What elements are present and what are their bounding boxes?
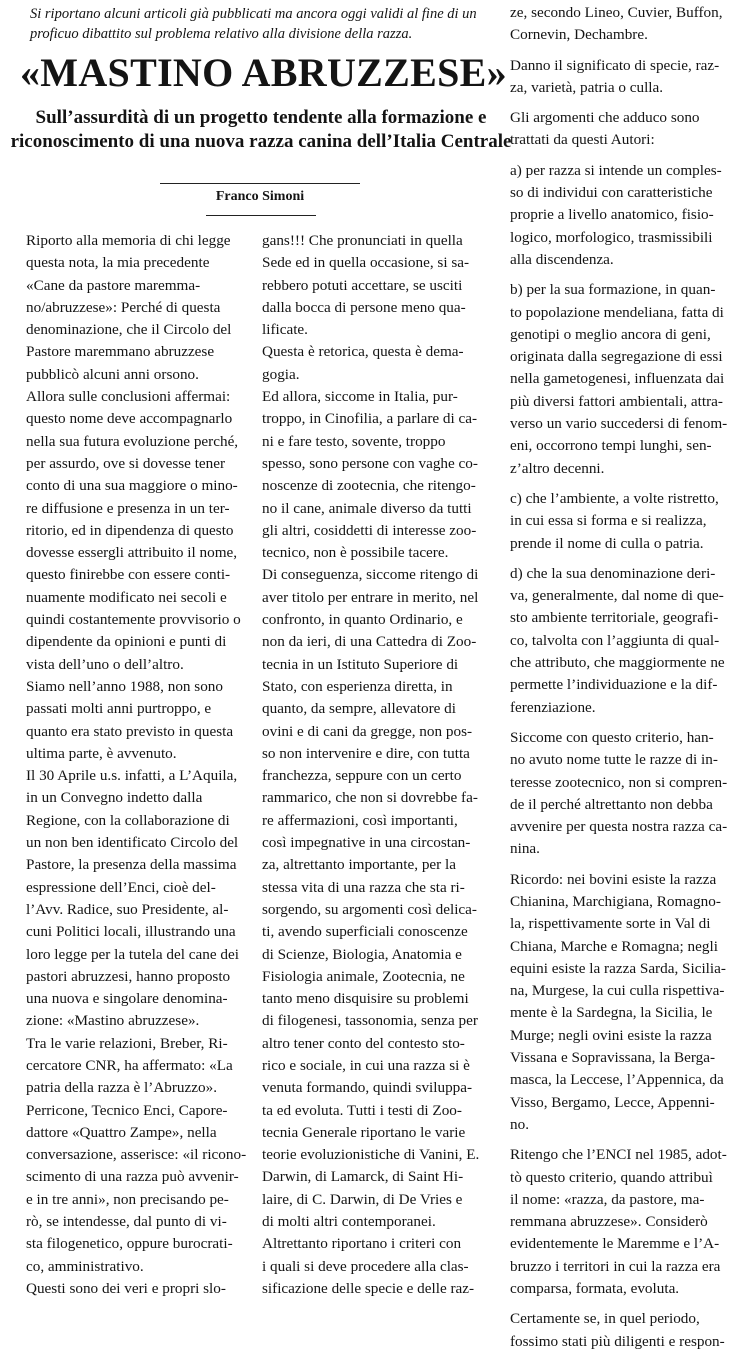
text-line: tanto meno disquisire su problemi bbox=[262, 990, 469, 1008]
text-line: co, amministrativo. bbox=[26, 1257, 144, 1275]
text-line: mente è la Sardegna, la Sicilia, le bbox=[510, 1004, 713, 1022]
text-line: logico, morfologico, trasmissibili bbox=[510, 228, 713, 246]
text-line: Fisiologia animale, Zootecnia, ne bbox=[262, 967, 465, 985]
text-line: pubblicò alcuni anni orsono. bbox=[26, 365, 199, 383]
text-line: quindi costantemente provvisorio o bbox=[26, 611, 241, 629]
text-line: conversazione, asserisce: «il ricono- bbox=[26, 1146, 247, 1164]
text-line: loro legge per la tutela del cane dei bbox=[26, 945, 239, 963]
text-line: no. bbox=[510, 1115, 529, 1133]
text-line: altro tener conto del contesto sto- bbox=[262, 1034, 465, 1052]
text-line: trattati da questi Autori: bbox=[510, 131, 655, 149]
paragraph bbox=[510, 279, 738, 480]
text-line: proprie a livello anatomico, fisio- bbox=[510, 206, 714, 224]
text-line: remmana abruzzese». Considerò bbox=[510, 1213, 708, 1231]
paragraph bbox=[26, 1033, 240, 1100]
text-line: z’altro decenni. bbox=[510, 459, 605, 477]
text-line: Riporto alla memoria di chi legge bbox=[26, 232, 231, 249]
text-line: Altrettanto riportano i criteri con bbox=[262, 1235, 462, 1253]
text-line: de il perché altrettanto non debba bbox=[510, 795, 713, 813]
text-line: sto ambiente territoriale, geografi- bbox=[510, 609, 719, 627]
text-line: eni, occorrono tempi lunghi, sen- bbox=[510, 437, 712, 455]
text-line: ovini e di cani da gregge, non pos- bbox=[262, 722, 473, 740]
paragraph bbox=[510, 563, 738, 719]
text-line: verso un vario succedersi di fenom- bbox=[510, 415, 728, 433]
text-line: fossimo stati più diligenti e respon- bbox=[510, 1332, 725, 1350]
text-line: in cui essa si forma e si realizza, bbox=[510, 512, 707, 530]
text-line: dalla bocca di persone meno qua- bbox=[262, 298, 466, 316]
paragraph bbox=[510, 160, 738, 271]
text-line: sta filogenetico, oppure burocrati- bbox=[26, 1235, 233, 1253]
text-line: na, Murgese, la cui culla rispettiva- bbox=[510, 982, 725, 1000]
text-line: franchezza, seppure con un certo bbox=[262, 767, 462, 785]
text-line: Siamo nell’anno 1988, non sono bbox=[26, 677, 223, 695]
text-line: tò questo criterio, quando attribuì bbox=[510, 1168, 713, 1186]
text-line: no avuto nome tutte le razze di in- bbox=[510, 751, 718, 769]
text-line: rò, se intendesse, dal punto di vi- bbox=[26, 1213, 227, 1231]
text-column-1 bbox=[26, 230, 247, 1300]
text-line: gli altri, cosiddetti di interesse zoo- bbox=[262, 521, 477, 539]
text-line: no/abruzzese»: Perché di questa bbox=[26, 298, 221, 316]
text-line: Regione, con la collaborazione di bbox=[26, 811, 230, 829]
text-line: Murge; negli ovini esiste la razza bbox=[510, 1026, 712, 1044]
text-line: venuta formando, quindi sviluppa- bbox=[262, 1079, 473, 1097]
text-line: Darwin, di Lamarck, di Saint Hi- bbox=[262, 1168, 464, 1186]
text-line: teresse zootecnico, non si compren- bbox=[510, 773, 728, 791]
paragraph bbox=[510, 107, 738, 152]
paragraph bbox=[26, 765, 240, 1033]
text-line: di Scienze, Biologia, Anatomia e bbox=[262, 945, 462, 963]
text-line: Pastore maremmano abruzzese bbox=[26, 343, 215, 361]
text-line: no il cane, animale diverso da tutti bbox=[262, 499, 472, 517]
text-line: che attributo, che maggiormente ne bbox=[510, 654, 725, 672]
text-line: genotipi o meglio ancora di geni, bbox=[510, 325, 711, 343]
text-line: sorgendo, su argomenti così delica- bbox=[262, 900, 477, 918]
text-line: co, talvolta con l’aggiunta di qual- bbox=[510, 631, 720, 649]
text-line: questa nota, la mia precedente bbox=[26, 254, 210, 272]
text-line: ni e fare testo, sovente, troppo bbox=[262, 432, 446, 450]
text-line: d) che la sua denominazione deri- bbox=[510, 564, 716, 582]
text-line: noscenze di zootecnia, che ritengo- bbox=[262, 477, 476, 495]
paragraph bbox=[26, 1100, 247, 1278]
text-line: re affermazioni, così importanti, bbox=[262, 811, 458, 829]
text-line: dattore «Quattro Zampe», nella bbox=[26, 1123, 217, 1141]
text-line: a) per razza si intende un comples- bbox=[510, 161, 722, 179]
text-line: i quali si deve procedere alla clas- bbox=[262, 1257, 469, 1275]
article-title: «MASTINO ABRUZZESE» bbox=[20, 50, 507, 95]
text-line: vista dell’uno o dell’altro. bbox=[26, 655, 184, 673]
intro-note: Si riportano alcuni articoli già pubblicati ma ancora oggi validi al fine di un proficuo dibattito sul problema relativo alla divisione della razza. bbox=[30, 6, 477, 42]
text-line: b) per la sua formazione, in quan- bbox=[510, 281, 716, 299]
paragraph bbox=[26, 386, 240, 676]
author-name: Franco Simoni bbox=[215, 189, 305, 204]
text-line: l’Avv. Radice, suo Presidente, al- bbox=[26, 900, 229, 918]
text-line: ferenziazione. bbox=[510, 698, 596, 716]
text-line: nella sua futura evoluzione perché, bbox=[26, 432, 239, 450]
text-line: Sede ed in quella occasione, si sa- bbox=[262, 254, 470, 272]
text-line: non da ieri, di una Cattedra di Zoo- bbox=[262, 633, 477, 651]
text-line: Di conseguenza, siccome ritengo di bbox=[262, 566, 479, 584]
text-line: Chianina, Marchigiana, Romagno- bbox=[510, 892, 721, 910]
text-line: equini esiste la razza Sarda, Sicilia- bbox=[510, 959, 726, 977]
text-line: Ricordo: nei bovini esiste la razza bbox=[510, 870, 717, 888]
text-line: tecnia Generale riportano le varie bbox=[262, 1123, 466, 1141]
text-line: rebbero potuti accettare, se usciti bbox=[262, 276, 463, 294]
text-line: troppo, in Cinofilia, a parlare di ca- bbox=[262, 410, 478, 428]
text-line: va, generalmente, dal nome di que- bbox=[510, 587, 724, 605]
text-line: in un Convegno indetto dalla bbox=[26, 789, 203, 807]
text-line: c) che l’ambiente, a volte ristretto, bbox=[510, 489, 719, 507]
text-line: patria della razza è l’Abruzzo». bbox=[26, 1079, 217, 1097]
text-line: za, altrettanto importante, per la bbox=[262, 856, 456, 874]
text-line: più diversi fattori ambientali, attra- bbox=[510, 392, 723, 410]
paragraph bbox=[262, 1233, 500, 1300]
text-line: Questi sono dei veri e propri slo- bbox=[26, 1279, 226, 1297]
text-line: e in tre anni», non precisando pe- bbox=[26, 1190, 229, 1208]
text-line: gans!!! Che pronunciati in quella bbox=[262, 232, 463, 249]
text-line: originata dalla segregazione di essi bbox=[510, 348, 723, 366]
paragraph bbox=[510, 1144, 738, 1300]
author-rule bbox=[206, 215, 316, 216]
text-line: Allora sulle conclusioni affermai: bbox=[26, 388, 231, 406]
text-line: Cornevin, Dechambre. bbox=[510, 26, 648, 44]
text-line: lificate. bbox=[262, 321, 308, 339]
text-line: ultima parte, è avvenuto. bbox=[26, 744, 177, 762]
text-line: di molti altri contemporanei. bbox=[262, 1213, 436, 1231]
text-line: Tra le varie relazioni, Breber, Ri- bbox=[26, 1034, 228, 1052]
text-line: espressione dell’Enci, cioè del- bbox=[26, 878, 216, 896]
text-line: questo nome deve accompagnarlo bbox=[26, 410, 233, 428]
text-line: teorie evoluzionistiche di Vanini, E. bbox=[262, 1146, 480, 1164]
text-line: laire, di C. Darwin, di De Vries e bbox=[262, 1190, 463, 1208]
text-line: Siccome con questo criterio, han- bbox=[510, 728, 714, 746]
text-line: so di individui con caratteristiche bbox=[510, 184, 713, 202]
article-subtitle: Sull’assurdità di un progetto tendente alla formazione e riconoscimento di una nuova razza canina dell’Italia Centrale bbox=[10, 107, 512, 152]
text-line: un non ben identificato Circolo del bbox=[26, 834, 239, 852]
text-line: dovesse essergli attribuito il nome, bbox=[26, 544, 238, 562]
paragraph bbox=[510, 727, 738, 861]
text-line: Visso, Bergamo, Lecce, Appenni- bbox=[510, 1093, 715, 1111]
paragraph bbox=[262, 564, 500, 1233]
text-line: Ed allora, siccome in Italia, pur- bbox=[262, 388, 458, 406]
paragraph bbox=[510, 869, 738, 1137]
paragraph bbox=[26, 676, 240, 765]
text-line: ta ed evoluta. Tutti i testi di Zoo- bbox=[262, 1101, 462, 1119]
text-line: masca, la Leccese, l’Appennica, da bbox=[510, 1071, 724, 1089]
text-line: confronto, in quanto Ordinario, e bbox=[262, 611, 463, 629]
text-line: Il 30 Aprile u.s. infatti, a L’Aquila, bbox=[26, 767, 238, 785]
text-line: Ritengo che l’ENCI nel 1985, adot- bbox=[510, 1146, 727, 1164]
text-line: bruzzo i territori in cui la razza era bbox=[510, 1257, 721, 1275]
text-line: Certamente se, in quel periodo, bbox=[510, 1310, 700, 1328]
text-line: questo finirebbe con essere conti- bbox=[26, 566, 231, 584]
text-line: ze, secondo Lineo, Cuvier, Buffon, bbox=[510, 4, 723, 21]
text-line: alla discendenza. bbox=[510, 250, 614, 268]
text-line: rammarico, che non si dovrebbe fa- bbox=[262, 789, 478, 807]
text-line: il nome: «razza, da pastore, ma- bbox=[510, 1190, 705, 1208]
text-line: dipendente da opinioni e punti di bbox=[26, 633, 227, 651]
text-line: evidentemente le Maremme e l’A- bbox=[510, 1235, 720, 1253]
text-line: ritorio, ed in dipendenza di questo bbox=[26, 521, 234, 539]
text-line: nella gametogenesi, influenzata dai bbox=[510, 370, 725, 388]
paragraph bbox=[262, 386, 500, 564]
text-line: cuni Politici locali, illustrando una bbox=[26, 923, 236, 941]
text-line: prende il nome di culla o patria. bbox=[510, 534, 704, 552]
text-line: Vissana e Sopravissana, la Berga- bbox=[510, 1049, 716, 1067]
text-line: nina. bbox=[510, 840, 540, 858]
text-line: re diffusione e presenza in un ter- bbox=[26, 499, 230, 517]
text-line: zione: «Mastino abruzzese». bbox=[26, 1012, 200, 1030]
text-line: spesso, sono persone con vaghe co- bbox=[262, 454, 478, 472]
text-line: «Cane da pastore maremma- bbox=[26, 276, 201, 294]
text-column-3 bbox=[510, 2, 738, 1361]
text-line: quanto, da sempre, allevatore di bbox=[262, 700, 456, 718]
text-line: sificazione delle specie e delle raz- bbox=[262, 1279, 475, 1297]
text-line: conto di una sua maggiore o mino- bbox=[26, 477, 238, 495]
text-line: to popolazione mendeliana, fatta di bbox=[510, 303, 724, 321]
text-line: tecnia in un Istituto Superiore di bbox=[262, 655, 459, 673]
text-line: denominazione, che il Circolo del bbox=[26, 321, 232, 339]
text-line: cercatore CNR, ha affermato: «La bbox=[26, 1056, 233, 1074]
text-line: per assurdo, ove si dovesse tener bbox=[26, 454, 226, 472]
paragraph bbox=[510, 1308, 738, 1353]
text-line: comparsa, formata, evoluta. bbox=[510, 1280, 680, 1298]
text-line: Questa è retorica, questa è dema- bbox=[262, 343, 464, 361]
text-column-2 bbox=[262, 230, 500, 1300]
paragraph bbox=[510, 55, 738, 100]
text-line: so non intervenire e dire, con tutta bbox=[262, 744, 470, 762]
paragraph bbox=[26, 230, 240, 386]
paragraph bbox=[262, 341, 500, 386]
text-line: permette l’individuazione e la dif- bbox=[510, 676, 718, 694]
text-line: Stato, con esperienza diretta, in bbox=[262, 677, 453, 695]
paragraph bbox=[26, 1278, 240, 1300]
text-line: stessa vita di una razza che sta ri- bbox=[262, 878, 465, 896]
text-line: passati molti anni purtroppo, e bbox=[26, 700, 212, 718]
text-line: za, varietà, patria o culla. bbox=[510, 78, 664, 96]
title-rule bbox=[160, 183, 360, 184]
paragraph bbox=[510, 2, 738, 47]
text-line: una nuova e singolare denomina- bbox=[26, 990, 228, 1008]
paragraph bbox=[262, 230, 500, 341]
text-line: tecnico, non è possibile tacere. bbox=[262, 544, 449, 562]
text-line: Perricone, Tecnico Enci, Capore- bbox=[26, 1101, 228, 1119]
text-line: gogia. bbox=[262, 365, 300, 383]
text-line: Danno il significato di specie, raz- bbox=[510, 56, 720, 74]
text-line: quanto era stato previsto in questa bbox=[26, 722, 234, 740]
text-line: Chiana, Marche e Romagna; negli bbox=[510, 937, 718, 955]
text-line: aver titolo per entrare in merito, nel bbox=[262, 588, 479, 606]
text-line: di filogenesi, tassonomia, senza per bbox=[262, 1012, 478, 1030]
text-line: avvenire per questa nostra razza ca- bbox=[510, 818, 728, 836]
text-line: pastori abruzzesi, hanno proposto bbox=[26, 967, 231, 985]
text-line: scimento di una razza può avvenir- bbox=[26, 1168, 239, 1186]
text-line: Gli argomenti che adduco sono bbox=[510, 109, 700, 127]
text-line: nuamente modificato nei secoli e bbox=[26, 588, 227, 606]
text-line: la, rispettivamente sorte in Val di bbox=[510, 915, 711, 933]
text-line: rico e sociale, in cui una razza si è bbox=[262, 1056, 470, 1074]
text-line: così impegnative in una circostan- bbox=[262, 834, 471, 852]
paragraph bbox=[510, 488, 738, 555]
text-line: ti, avendo superficiali conoscenze bbox=[262, 923, 468, 941]
text-line: Pastore, la presenza della massima bbox=[26, 856, 237, 874]
